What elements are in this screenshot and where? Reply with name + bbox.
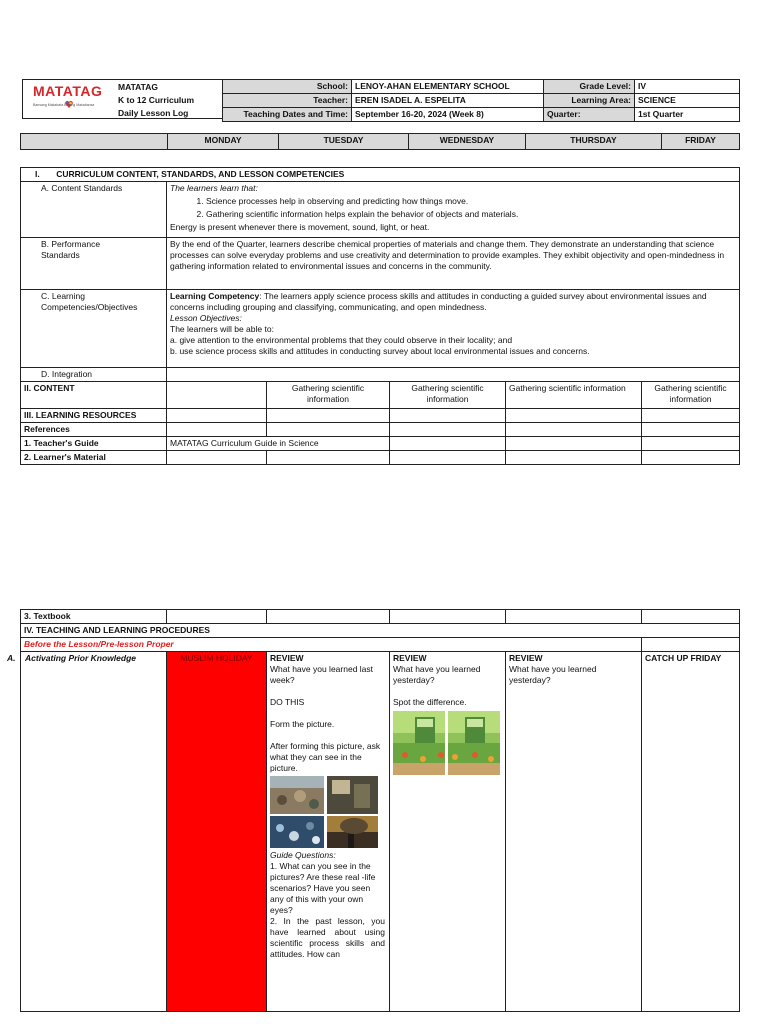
integration-value (167, 368, 740, 382)
content-monday (167, 382, 267, 409)
procedures-title: IV. TEACHING AND LEARNING PROCEDURES (21, 624, 740, 638)
competency-label: C. Learning Competencies/Objectives (21, 290, 167, 368)
teachers-guide-label: 1. Teacher's Guide (21, 437, 167, 451)
wed-question: What have you learned yesterday? (393, 664, 481, 685)
spot-difference-photo (393, 711, 500, 775)
doc-line-3: Daily Lesson Log (118, 108, 189, 118)
activating-letter: A. (7, 653, 16, 663)
objectives-intro: The learners will be able to: (170, 324, 274, 334)
pollution-photos-image (270, 776, 378, 848)
content-standards-label: A. Content Standards (21, 182, 167, 238)
content-energy: Energy is present whenever there is movement, sound, light, or heat. (170, 222, 430, 232)
teachers-guide-value: MATATAG Curriculum Guide in Science (167, 437, 390, 451)
before-lesson-label: Before the Lesson/Pre-lesson Proper (21, 638, 642, 652)
objectives-label: Lesson Objectives: (170, 313, 242, 323)
tue-question: What have you learned last week? (270, 664, 374, 685)
header-logo-box (22, 79, 112, 119)
competency-text: : The learners apply science process skills and attitudes in conducting a guided survey about environmental issues and concerns including grouping and classifying, communicating, and open mindedness. (170, 291, 707, 312)
school-value: LENOY-AHAN ELEMENTARY SCHOOL (352, 80, 544, 94)
logo-tagline: Bansang Makabata Batang Makabansa (33, 103, 95, 107)
wednesday-activity-cell (390, 652, 506, 1012)
textbook-label: 3. Textbook (21, 610, 167, 624)
competency-cell (167, 290, 740, 368)
thursday-activity-cell (506, 652, 642, 1012)
tue-guide-question-2: 2. In the past lesson, you have learned about using scientific process skills and attitudes. How can (270, 916, 385, 959)
teacher-value: EREN ISADEL A. ESPELITA (352, 94, 544, 108)
muslim-holiday-label: MUSLIM HOLIDAY (180, 653, 253, 663)
competency-line (170, 291, 736, 313)
wed-review-heading: REVIEW (393, 653, 427, 663)
day-wednesday: WEDNESDAY (409, 134, 526, 150)
section1-title: I. CURRICULUM CONTENT, STANDARDS, AND LESSON COMPETENCIES (21, 168, 740, 182)
pollution-photo-grid (270, 776, 378, 848)
quarter-label: Quarter: (544, 108, 635, 122)
activating-label: Activating Prior Knowledge (25, 653, 136, 663)
performance-label: B. Performance Standards (21, 238, 167, 290)
dates-label: Teaching Dates and Time: (223, 108, 352, 122)
content-label: II. CONTENT (21, 382, 167, 409)
days-blank-cell (21, 134, 168, 150)
content-tuesday: Gathering scientific information (267, 382, 390, 409)
friday-activity-cell: CATCH UP FRIDAY (642, 652, 740, 1012)
tue-form: Form the picture. (270, 719, 335, 729)
learners-material-label: 2. Learner's Material (21, 451, 167, 465)
area-value: SCIENCE (635, 94, 740, 108)
dates-value: September 16-20, 2024 (Week 8) (352, 108, 544, 122)
spot-difference-image (393, 711, 500, 775)
integration-label: D. Integration (21, 368, 167, 382)
learning-resources-label: III. LEARNING RESOURCES (21, 409, 167, 423)
activating-label-cell (7, 652, 167, 1012)
content-thursday: Gathering scientific information (506, 382, 642, 409)
tue-review-heading: REVIEW (270, 653, 304, 663)
header-info-table (222, 79, 740, 122)
doc-title-block (112, 79, 222, 119)
wed-spot: Spot the difference. (393, 697, 467, 707)
thu-question: What have you learned yesterday? (509, 664, 597, 685)
lesson-table-page1 (20, 167, 740, 465)
content-friday: Gathering scientific information (642, 382, 740, 409)
muslim-holiday-cell (167, 652, 267, 1012)
grade-value: IV (635, 80, 740, 94)
competency-bold: Learning Competency (170, 291, 260, 301)
school-label: School: (223, 80, 352, 94)
doc-line-2: K to 12 Curriculum (118, 95, 195, 105)
content-intro: The learners learn that: (170, 183, 258, 193)
references-label: References (21, 423, 167, 437)
doc-line-1: MATATAG (118, 82, 158, 92)
tue-do-this: DO THIS (270, 697, 305, 707)
grade-label: Grade Level: (544, 80, 635, 94)
lesson-table-page2 (7, 609, 740, 1012)
day-monday: MONDAY (168, 134, 279, 150)
objective-b: b. use science process skills and attitudes in conducting survey about local environmental issues and concerns. (170, 346, 590, 356)
content-list (170, 196, 736, 220)
day-friday: FRIDAY (662, 134, 740, 150)
tuesday-activity-cell (267, 652, 390, 1012)
thu-review-heading: REVIEW (509, 653, 543, 663)
tue-guide-question-1: 1. What can you see in the pictures? Are these real -life scenarios? Have you seen any of this with your own eyes? (270, 861, 376, 915)
day-tuesday: TUESDAY (279, 134, 409, 150)
tue-guide-questions-label: Guide Questions: (270, 850, 336, 860)
content-item-2: 2. Gathering scientific information helps explain the behavior of objects and materials. (206, 209, 736, 220)
performance-text: By the end of the Quarter, learners describe chemical properties of materials and change them. They demonstrate an understanding that science processes can solve everyday problems and use creativity and determination to provide examples. They exhibit objectivity and open-mindedness in gathering information related to environmental issues and concerns in the community. (167, 238, 740, 290)
content-standards-cell (167, 182, 740, 238)
matatag-logo-text: MATATAG (33, 83, 103, 99)
area-label: Learning Area: (544, 94, 635, 108)
content-wednesday: Gathering scientific information (390, 382, 506, 409)
content-item-1: 1. Science processes help in observing and predicting how things move. (206, 196, 736, 207)
tue-after: After forming this picture, ask what they can see in the picture. (270, 741, 381, 773)
quarter-value: 1st Quarter (635, 108, 740, 122)
days-header-table (20, 133, 740, 150)
objective-a: a. give attention to the environmental problems that they could observe in their locality; and (170, 335, 513, 345)
day-thursday: THURSDAY (526, 134, 662, 150)
teacher-label: Teacher: (223, 94, 352, 108)
